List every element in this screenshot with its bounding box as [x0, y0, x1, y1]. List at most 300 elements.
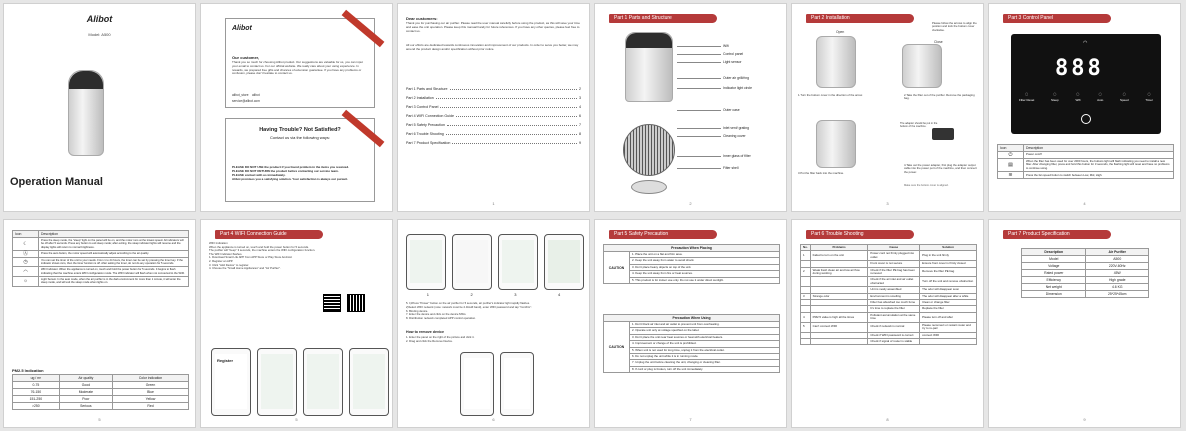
step-text: 2)Select WIFI network (note: network must be 2.4GHZ band), enter WIFI password and tap "Confirm". [406, 304, 533, 309]
power-adapter-drawing [932, 128, 954, 140]
spec-cell: Dimension [1022, 291, 1086, 298]
specification-page [988, 219, 1181, 428]
toc-title: Part 2 Installation [406, 96, 434, 100]
table-row [13, 382, 189, 389]
red-corner-ribbon [342, 10, 385, 48]
panel-button[interactable] [1051, 92, 1059, 102]
safety-precaution-page [594, 219, 787, 428]
trouble-header: Solution [920, 245, 977, 251]
table-row [13, 267, 189, 277]
pm-cell: Blue [113, 389, 189, 396]
trouble-cell: The odor will disappear soon [920, 287, 977, 293]
trouble-cell: 1 [801, 251, 811, 261]
product-image [68, 70, 104, 156]
phone-step-3 [303, 348, 343, 416]
trouble-cell: Turn off the unit and remove obstruction [920, 277, 977, 287]
service-email: service@alibot.com [232, 99, 260, 103]
part-label: Outer case [723, 108, 740, 112]
th-icon: Icon [13, 231, 39, 238]
table-row [13, 389, 189, 396]
spec-cell: Voltage [1022, 263, 1086, 270]
pm-cell: >250 [13, 403, 60, 410]
table-row [13, 238, 189, 251]
section-banner: Part 5 Safety Precaution [609, 230, 717, 239]
card-logo: Alibot [232, 25, 252, 32]
table-row [801, 267, 977, 277]
pm-cell: Moderate [59, 389, 112, 396]
guide-line: 2. Register an APP. [209, 258, 234, 263]
precaution-text: 2. Operate unit only at voltage specified on the label. [630, 328, 780, 334]
toc-leader [452, 143, 577, 144]
toc-page: 2 [579, 87, 581, 91]
table-row [998, 159, 1174, 172]
wifi-guide-cont-page [397, 219, 590, 428]
toc-page: 9 [579, 141, 581, 145]
install-note-top: Please follow the arrows to align the position and lock the bottom cover clockwise. [932, 21, 977, 32]
precaution-text: 1. Place the unit on a flat and firm area. [630, 252, 780, 258]
part-label: Light sensor [723, 60, 742, 64]
precaution-text: 8. If cord or plug is broken, turn off the unit immediately. [630, 366, 780, 372]
spec-cell: High grade [1086, 277, 1149, 284]
phone-register [211, 348, 251, 416]
placing-title: Precaution When Placing [604, 245, 780, 252]
trouble-cell: PM2.5 value is high all the times [810, 312, 868, 322]
trouble-line: PLEASE contact with us immediately. [232, 173, 286, 177]
wifi-indicator-icon: ◠ [1083, 40, 1088, 46]
page-number: 6 [492, 417, 495, 422]
using-title: Precaution When Using [604, 315, 780, 322]
row-description: Press the auto button, the motor speed will automatically adjust according to the air quality. [39, 250, 189, 257]
guide-line: 3. Click "Add Device" to register. [209, 262, 250, 267]
social-row [232, 93, 368, 97]
pm-cell: Green [113, 382, 189, 389]
panel-button-label: Auto [1097, 98, 1104, 102]
remove-step: 2. Drag and click the Remove Device. [406, 338, 453, 343]
table-row [1022, 284, 1149, 291]
spec-cell: Net weight [1022, 284, 1086, 291]
page-number: 4 [1083, 201, 1086, 206]
th-description: Description [39, 231, 189, 238]
callout-line [677, 156, 721, 157]
toc-page: 8 [579, 132, 581, 136]
install-step-2: 2.Take the filter out of the purifier. Remove the packaging bag. [904, 93, 975, 101]
pm-cell: Yellow [113, 396, 189, 403]
pm-header: Air quality [59, 375, 112, 382]
phone-step-5b [452, 234, 492, 290]
toc-leader [446, 134, 577, 135]
precaution-text: 5. This product is for indoor use only. Do not use it under direct sunlight. [630, 277, 780, 283]
guide-line: 1. Download Smart Life APP from APP Store or Play Store Android. [209, 255, 293, 260]
align-note: Make sure the bottom cover is aligned. [904, 184, 949, 187]
wifi-steps-text [406, 302, 581, 321]
pm25-table [12, 374, 189, 410]
row-icon: ⏻ [998, 152, 1024, 159]
toc-entry[interactable] [406, 96, 581, 100]
phone-step-7 [544, 234, 584, 290]
trouble-cell: Please turn off and after [920, 312, 977, 322]
page-number: 2 [689, 201, 692, 206]
table-row [13, 396, 189, 403]
row-icon: ◷ [13, 257, 39, 267]
installation-page [791, 3, 984, 212]
guide-line: When the appliance is turned on, touch and hold the power button for 5 seconds. [209, 244, 309, 249]
install-step2-image [902, 44, 942, 88]
phone-step-2 [257, 348, 297, 416]
trouble-cell: Please reconnect or restart router and try to re-pair [920, 322, 977, 332]
trouble-cell: Power cord not firmly plugged into outlet [868, 251, 920, 261]
trouble-cell [801, 338, 811, 344]
step-text: 5. 1)Press "Power" button on the air purifier for 5 seconds, air purifier's indicator light rapidly flashes. [406, 301, 530, 305]
trouble-heading: Having Trouble? Not Satisfied? [259, 127, 341, 133]
page-number: 1 [492, 201, 495, 206]
toc-page: 7 [579, 123, 581, 127]
section-banner: Part 2 Installation [806, 14, 914, 23]
table-row [801, 251, 977, 261]
precaution-text: 3. Don't place the unit near heat sources or heat with electrical heaters. [630, 334, 780, 340]
table-row [13, 250, 189, 257]
table-row [13, 403, 189, 410]
toc-leader [436, 98, 577, 99]
part-label: Outer air grill/ring [723, 76, 750, 80]
toc-entry[interactable] [406, 114, 581, 118]
table-row [998, 172, 1174, 179]
pm-cell: Serious [59, 403, 112, 410]
pm25-title: PM2.5 Indication [12, 368, 44, 373]
panel-button-label: Speed [1120, 98, 1129, 102]
spec-cell: 25*25*45cm [1086, 291, 1149, 298]
guide-line: The WIFI indicator flashes. [209, 251, 243, 256]
spec-table [1021, 248, 1149, 298]
row-description: WIFI Indicator. When the appliance is turned on, touch and hold the power button for 5 seconds. It begins to flash indicating that the machine enters WIFI configuration mode. The WIFI indicator will flash when not connected to the WIFI. [39, 267, 189, 277]
row-description: Power on/off [1024, 152, 1174, 159]
table-row [1022, 270, 1149, 277]
phone-remove-2 [500, 352, 534, 416]
trouble-header: Cause [868, 245, 920, 251]
bottom-cover-drawing [631, 180, 667, 194]
social-handle-2: alibot [252, 93, 260, 97]
thank-you-card [225, 18, 375, 108]
step-number: 1 [426, 292, 429, 297]
panel-button[interactable] [1019, 92, 1034, 102]
table-of-contents [406, 82, 581, 150]
brand-logo: Alibot [86, 14, 113, 24]
table-row [604, 366, 780, 372]
part-label: Control panel [723, 52, 744, 56]
open-label: Open [836, 30, 845, 34]
spec-cell: Rated power [1022, 270, 1086, 277]
card-body: Thank you so much for choosing Alibot product. Our suggestions are valuable for us, you can input your email to contact us. For our official website. We really care about your using experience. In rewards, we prepared free gifts and chances of extension guarantee. If you have any problems or confusion, please don't hesitate to contact us. [232, 60, 363, 76]
manual-cover-page [3, 3, 196, 212]
table-row [1022, 277, 1149, 284]
toc-greeting: Dear customers: [406, 16, 438, 21]
row-icon: ▤ [998, 159, 1024, 172]
trouble-cell: Replace the filter [920, 306, 977, 312]
pm-cell: 151-250 [13, 396, 60, 403]
toc-entry[interactable] [406, 105, 581, 109]
page-number: 8 [886, 417, 889, 422]
spec-cell: Efficiency [1022, 277, 1086, 284]
trouble-cell [801, 277, 811, 287]
trouble-cell: Plug in the unit firmly [920, 251, 977, 261]
trouble-cell [810, 277, 868, 287]
trouble-cell: Pollutant accumulation at the same time [868, 312, 920, 322]
precaution-text: 4. Improvement or change of the unit is prohibited. [630, 341, 780, 347]
panel-button-icon: ◌ [1053, 92, 1057, 98]
trouble-cell: Ensure front cover is firmly closed [920, 261, 977, 267]
callout-line [677, 54, 721, 55]
pm-digital-readout: 888 [1055, 56, 1104, 81]
trouble-cell: Check if the air inlet and air outlet obstructed [868, 277, 920, 287]
trouble-line: PLEASE DO NOT USE the product if you found problem in the items you received. [232, 165, 350, 169]
pm-cell: Red [113, 403, 189, 410]
callout-line [677, 136, 721, 137]
install-step-1: 1.Turn the bottom cover in the direction of the arrow. [798, 93, 863, 97]
icon-description-table-2 [12, 230, 189, 287]
callout-line [677, 62, 721, 63]
trouble-cell: connect WIFI [920, 332, 977, 338]
filter-drawing [623, 124, 675, 176]
precaution-text: 3. Don't place heavy objects on top of the unit. [630, 264, 780, 270]
part-label: Inlet vent/ grating [723, 126, 750, 130]
guide-line: 4. Choose the "Small Home Appliances" and "Air Purifier". [209, 266, 281, 271]
register-heading: Register [217, 358, 234, 363]
table-row [801, 322, 977, 332]
pm-header: ug / m³ [13, 375, 60, 382]
th-icon: Icon [998, 145, 1024, 152]
pm-cell: Poor [59, 396, 112, 403]
toc-leader [447, 125, 577, 126]
row-icon: Ⓐ [13, 250, 39, 257]
table-row [1022, 291, 1149, 298]
control-panel-page [988, 3, 1181, 212]
section-banner: Part 4 WIFI Connection Guide [215, 230, 323, 239]
phone-remove-1 [460, 352, 494, 416]
part-label: Filter shell [723, 166, 739, 170]
trouble-header: No. [801, 245, 811, 251]
table-row [13, 277, 189, 287]
row-description: When the filter has been used for over 2000 hours, the buttons light will flash indicating you need to install a new filter. After changing filter, press and hold this button for 3 seconds, the flashing light will reset and have no problems to continue using. [1024, 159, 1174, 172]
precaution-text: 7. Unplug the unit before cleaning the unit, changing or cleaning filter. [630, 360, 780, 366]
step-text: 6. Binding device. [406, 308, 429, 313]
adapter-note: The adapter should be put in the bottom of the machine. [900, 122, 938, 129]
spec-cell: A500 [1086, 256, 1149, 263]
toc-entry[interactable] [406, 123, 581, 127]
row-icon: ☾ [13, 238, 39, 251]
pm-cell: 76-150 [13, 389, 60, 396]
step-text: 7. Enter the device and click on the device MSG. [406, 312, 467, 317]
phone-step-5a [406, 234, 446, 290]
row-icon: ◠ [13, 267, 39, 277]
toc-intro: Thank you for purchasing our air purifier. Please read the user manual carefully before using the product, as this will save your time and ease the unit operation. Please keep this manual handy for future references. If you have any other queries, please feel free to contact us. [406, 21, 580, 33]
social-handle-1: alibot_store [232, 93, 249, 97]
page-number: 3 [886, 201, 889, 206]
toc-leader [450, 89, 577, 90]
power-button[interactable] [1081, 114, 1091, 124]
section-banner: Part 7 Product Specification [1003, 230, 1111, 239]
trouble-cell: Can't connect WIFI [810, 322, 868, 332]
install-step-3: 3.Put the filter back into the machine. [798, 171, 845, 175]
panel-buttons [1019, 92, 1153, 102]
trouble-line: Alibot promises you a satisfying solution. Your satisfaction is always our pursuit. [232, 177, 348, 181]
control-panel-cont-page [3, 219, 196, 428]
trouble-cell: Unit is newly assembled [868, 287, 920, 293]
panel-button-label: Filter Reset [1019, 98, 1035, 102]
step-number: 3 [514, 292, 517, 297]
purifier-drawing [625, 32, 673, 102]
spec-header: Air Purifier [1086, 249, 1149, 256]
trouble-cell: Remove the filter PE bag [920, 267, 977, 277]
toc-title: Part 1 Parts and Structure [406, 87, 448, 91]
row-description: Press the fan speed button to switch between Low, Mid, High. [1024, 172, 1174, 179]
trouble-subheading: Contact us via the following ways: [269, 135, 331, 140]
trouble-cell: 5 [801, 322, 811, 332]
control-panel-display [1011, 34, 1161, 134]
close-label: Close [934, 40, 943, 44]
guide-line: WIFI Indication [209, 241, 228, 245]
toc-entry[interactable] [406, 132, 581, 136]
panel-button[interactable] [1120, 92, 1129, 102]
precaution-text: 2. Keep the unit away from water to avoid shock. [630, 258, 780, 264]
toc-leader [456, 116, 577, 117]
precaution-text: 5. When unit is not used for long time, unplug it from the electrical outlet. [630, 347, 780, 353]
row-description: You can set the timer of the unit to your needs. From 1 to 24 hours, the timer can be set by pressing the timer key. If the indicator shows zero, then the timer function is off. After setting the timer, do not do any operation for 5 seconds. [39, 257, 189, 267]
row-description: Light Sensor. In the auto mode, when the air purifier is in the dark environment for more than 1 minute, it will enter the sleep mode, and will exit the sleep mode when lights on. [39, 277, 189, 287]
table-row [801, 277, 977, 287]
panel-button[interactable] [1075, 92, 1080, 102]
model-label: Model: A500 [88, 32, 111, 37]
step-numbers [406, 292, 581, 297]
phone-step-6 [498, 234, 538, 290]
trouble-cell: Environment is smelling [868, 293, 920, 299]
install-step3-image [816, 120, 856, 168]
install-step-4: 4.Take out the power adapter, first plug the adapter output cable into the power port of the machine, and then connect the power. [904, 163, 977, 174]
trouble-card [225, 118, 375, 202]
spec-cell: 45W [1086, 270, 1149, 277]
step-number: 2 [470, 292, 473, 297]
wifi-guide-page [200, 219, 393, 428]
trouble-cell [810, 338, 868, 344]
remove-device-title: How to remove device [406, 330, 444, 334]
trouble-cell: Check if WIFI password is correct [868, 332, 920, 338]
trouble-table [800, 244, 977, 345]
panel-button-label: Wifi [1075, 98, 1081, 102]
parts-structure-page [594, 3, 787, 212]
trouble-header: Problems [810, 245, 868, 251]
section-banner: Part 3 Control Panel [1003, 14, 1111, 23]
trouble-cell: Filter has absorbed too much fume [868, 300, 920, 306]
panel-button-label: Timer [1145, 98, 1153, 102]
pm-cell: Good [59, 382, 112, 389]
trouble-cell: The odor will disappear after a while [920, 293, 977, 299]
callout-line [677, 128, 721, 129]
remove-step: 1. Enter the panel on the right of the picture and click it. [406, 335, 475, 339]
toc-entry[interactable] [406, 87, 581, 91]
toc-title: Part 7 Product Specification [406, 141, 451, 145]
caution-label: CAUTION [604, 252, 630, 284]
caution-label: CAUTION [604, 322, 630, 373]
trouble-cell: 3 [801, 293, 811, 299]
part-label: Wifi [723, 44, 729, 48]
panel-button-label: Sleep [1051, 98, 1059, 102]
toc-title: Part 3 Control Panel [406, 105, 439, 109]
panel-button-icon: ◌ [1122, 92, 1127, 98]
qr-code-2 [347, 294, 365, 312]
toc-page [397, 3, 590, 212]
table-row [604, 277, 780, 283]
panel-button-icon: ◌ [1076, 92, 1080, 98]
step-number: 4 [558, 292, 561, 297]
row-icon: ☼ [13, 277, 39, 287]
spec-header: Description [1022, 249, 1086, 256]
table-row [998, 152, 1174, 159]
toc-page: 3 [579, 96, 581, 100]
panel-button-icon: ◌ [1024, 92, 1029, 98]
pm-cell: 0-75 [13, 382, 60, 389]
trouble-shooting-page [791, 219, 984, 428]
trouble-cell: Weak fresh clean air and low air flow during working [810, 267, 868, 277]
row-description: Press the sleep mode, the "sleep" light on the panel will be on, and the motor runs at the lowest speed. All indicators will be off after 5 seconds. Press any button to exit sleep mode; after exiting, the sleep indicator lights will resume and the display lights will return to normal brightness. [39, 238, 189, 251]
precaution-text: 6. Do not unplug the unit while it is in running mode. [630, 354, 780, 360]
install-step1-image [816, 36, 856, 88]
callout-line [677, 88, 721, 89]
callout-line [677, 168, 721, 169]
part-label: Indicator light circle [723, 86, 753, 90]
part-label: Cleaning cover [723, 134, 746, 138]
precaution-text: 1. Don't block air inlet and air outlet to prevent unit from overheating. [630, 322, 780, 328]
card-heading: Our customer, [232, 55, 260, 60]
page-number: 9 [1083, 417, 1086, 422]
panel-button-icon: ◌ [1147, 92, 1151, 98]
trouble-lines [232, 165, 368, 181]
part-label: Inner glass of filter [723, 154, 751, 158]
spec-cell: Model [1022, 256, 1086, 263]
table-row [801, 312, 977, 322]
section-banner: Part 1 Parts and Structure [609, 14, 717, 23]
page-number: 5 [295, 417, 298, 422]
page-number: 5 [98, 417, 101, 422]
trouble-cell: Front cover is not secure [868, 261, 920, 267]
remove-device-text [406, 336, 581, 343]
trouble-cell: 4 [801, 312, 811, 322]
contact-cards-page [200, 3, 393, 212]
toc-intro-2: All our efforts are dedicated towards continuous innovation and improvement of our products. In order to serve you better, we may amend the product design and/or specification without prior notice. [406, 43, 579, 51]
table-row [801, 338, 977, 344]
guide-line: The purifier will "beep" 3 seconds, the machine enters the WIFI configuration function. [209, 248, 316, 253]
table-row [13, 257, 189, 267]
callout-line [677, 46, 721, 47]
trouble-cell: 2 [801, 267, 811, 277]
manual-title: Operation Manual [10, 176, 103, 188]
trouble-line: PLEASE DO NOT RETURN the product before contacting our service team. [232, 169, 339, 173]
panel-button[interactable] [1097, 92, 1103, 102]
panel-button[interactable] [1145, 92, 1153, 102]
toc-title: Part 6 Trouble Shooting [406, 132, 444, 136]
precaution-text: 4. Keep the unit away from fire or heat sources. [630, 271, 780, 277]
panel-button-icon: ◌ [1098, 92, 1103, 98]
toc-title: Part 4 WIFI Connection Guide [406, 114, 454, 118]
spec-cell: 220V-60Hz [1086, 263, 1149, 270]
trouble-cell [920, 338, 977, 344]
toc-entry[interactable] [406, 141, 581, 145]
trouble-cell: It's time to replace the filter [868, 306, 920, 312]
trouble-cell: Check if signal of router is stable [868, 338, 920, 344]
phone-step-4 [349, 348, 389, 416]
toc-page: 6 [579, 114, 581, 118]
section-banner: Part 6 Trouble Shooting [806, 230, 914, 239]
spec-cell: 4.6 KG [1086, 284, 1149, 291]
toc-leader [440, 107, 577, 108]
trouble-cell: Strange odor [810, 293, 868, 299]
